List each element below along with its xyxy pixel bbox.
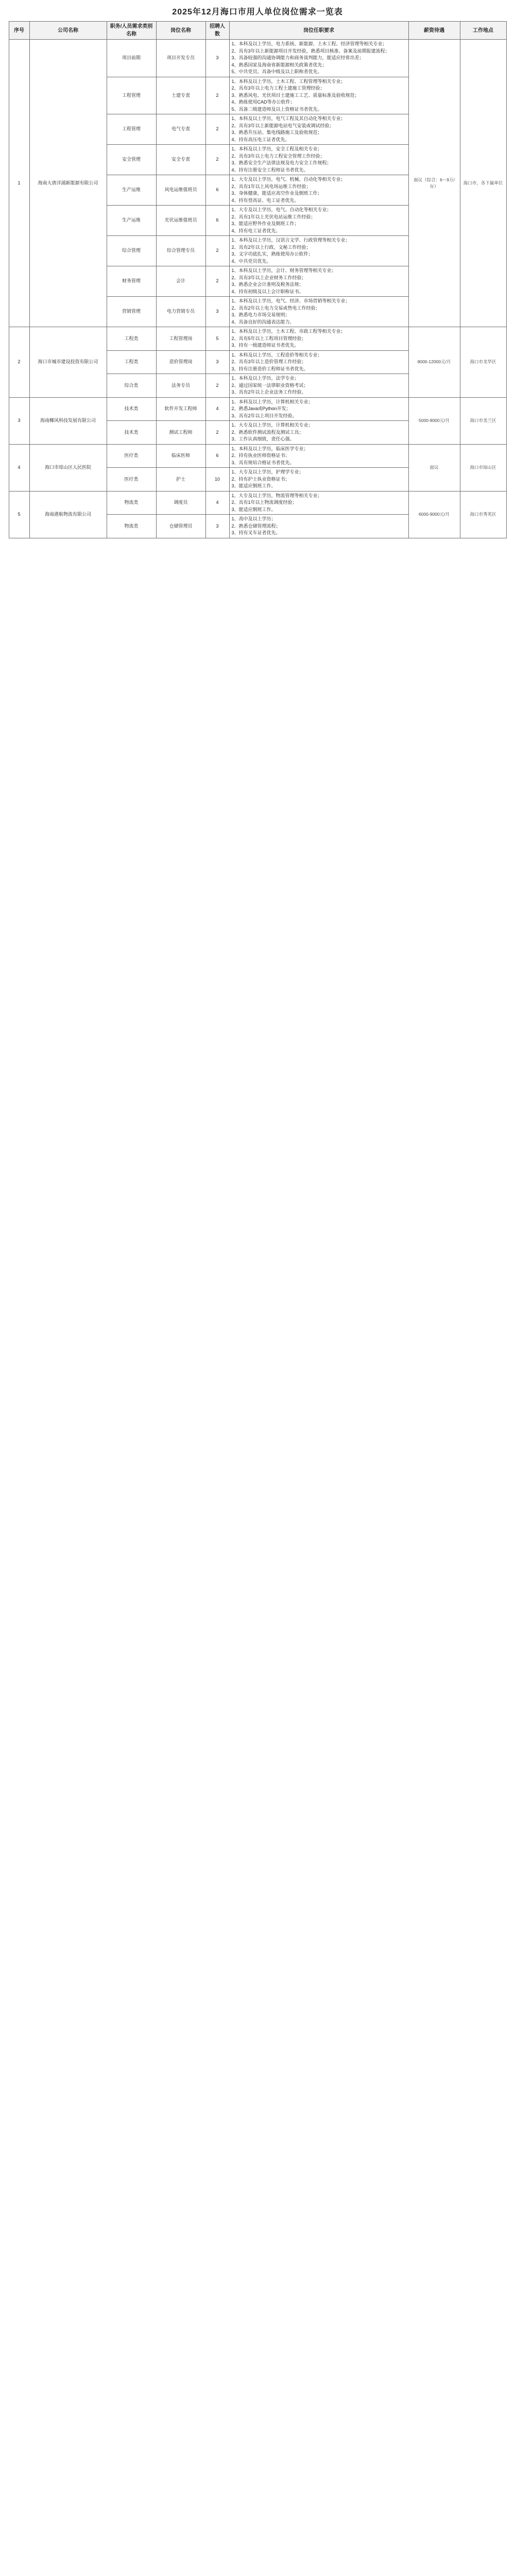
job-requirements: 1、本科及以上学历，计算机相关专业； 2、熟悉Java或Python开发； 3、具有2年以上项目开发经验。 bbox=[229, 397, 408, 421]
job-count: 2 bbox=[205, 236, 229, 266]
job-requirements: 1、本科及以上学历，电力系统、新能源、土木工程、经济管理等相关专业； 2、具有3年以上新能源项目开发经验，熟悉项目核准、备案及前期报建流程； 3、具备较强的沟通协调能力和商务谈判能力，能适应经常出差； 4、熟悉国家及海南省新能源相关政策者优先； 5、中共党员、具备中级及以上职称者优先。 bbox=[229, 40, 408, 77]
job-title: 造价管理岗 bbox=[156, 350, 205, 374]
job-title: 工程管理岗 bbox=[156, 327, 205, 351]
job-category: 医疗类 bbox=[107, 468, 156, 492]
job-title: 风电运维值班员 bbox=[156, 175, 205, 206]
job-category: 安全管理 bbox=[107, 145, 156, 175]
job-title: 会计 bbox=[156, 266, 205, 297]
job-title: 电气专责 bbox=[156, 114, 205, 145]
job-count: 2 bbox=[205, 421, 229, 445]
job-category: 技术类 bbox=[107, 397, 156, 421]
header-row bbox=[9, 22, 506, 40]
job-requirements: 1、本科及以上学历，工程造价等相关专业； 2、具有3年以上造价管理工作经验； 3、持有注册造价工程师证书者优先。 bbox=[229, 350, 408, 374]
job-category: 医疗类 bbox=[107, 444, 156, 468]
job-requirements: 1、本科及以上学历，土木工程、工程管理等相关专业； 2、具有3年以上电力工程土建施工管理经验； 3、熟悉风电、光伏项目土建施工工艺、质量标准及验收规范； 4、熟练使用CAD等办公软件； 5、具备二级建造师及以上资格证书者优先。 bbox=[229, 77, 408, 114]
header-salary: 薪资待遇 bbox=[408, 22, 460, 40]
job-title: 项目开发专员 bbox=[156, 40, 205, 77]
job-count: 3 bbox=[205, 40, 229, 77]
job-title: 电力营销专员 bbox=[156, 297, 205, 327]
job-title: 测试工程师 bbox=[156, 421, 205, 445]
row-no: 2 bbox=[9, 327, 29, 398]
table-row bbox=[9, 444, 506, 468]
job-category: 生产运维 bbox=[107, 175, 156, 206]
job-count: 5 bbox=[205, 327, 229, 351]
job-title: 软件开发工程师 bbox=[156, 397, 205, 421]
job-count: 3 bbox=[205, 515, 229, 538]
job-count: 6 bbox=[205, 175, 229, 206]
job-count: 3 bbox=[205, 297, 229, 327]
row-no: 3 bbox=[9, 397, 29, 444]
job-title: 土建专责 bbox=[156, 77, 205, 114]
header-location: 工作地点 bbox=[460, 22, 506, 40]
job-requirements: 1、大专及以上学历，物流管理等相关专业； 2、具有1年以上物流调度经验； 3、能适应倒班工作。 bbox=[229, 491, 408, 515]
job-requirements: 1、本科及以上学历，汉语言文学、行政管理等相关专业； 2、具有2年以上行政、文秘工作经验； 3、文字功底扎实，熟练使用办公软件； 4、中共党员优先。 bbox=[229, 236, 408, 266]
location: 海口市琼山区 bbox=[460, 444, 506, 491]
job-title: 临床医师 bbox=[156, 444, 205, 468]
page-title: 2025年12月海口市用人单位岗位需求一览表 bbox=[172, 8, 343, 16]
company-name: 海南椰风科技发展有限公司 bbox=[29, 397, 107, 444]
job-category: 财务管理 bbox=[107, 266, 156, 297]
job-requirements: 1、本科及以上学历，会计、财务管理等相关专业； 2、具有3年以上企业财务工作经验； 3、熟悉企业会计准则及税务法规； 4、持有初级及以上会计职称证书。 bbox=[229, 266, 408, 297]
header-title: 岗位名称 bbox=[156, 22, 205, 40]
header-requirements: 岗位任职要求 bbox=[229, 22, 408, 40]
table-body bbox=[9, 40, 506, 538]
salary: 6000-9000元/月 bbox=[408, 491, 460, 538]
job-count: 2 bbox=[205, 266, 229, 297]
job-requirements: 1、本科及以上学历，土木工程、市政工程等相关专业； 2、具有5年以上工程项目管理经验； 3、持有一级建造师证书者优先。 bbox=[229, 327, 408, 351]
job-count: 4 bbox=[205, 491, 229, 515]
job-requirements: 1、本科及以上学历，电气、经济、市场营销等相关专业； 2、具有2年以上电力交易或售电工作经验； 3、熟悉电力市场交易规则； 4、具备良好的沟通表达能力。 bbox=[229, 297, 408, 327]
job-count: 2 bbox=[205, 77, 229, 114]
job-demand-table bbox=[9, 21, 507, 538]
job-title: 法务专员 bbox=[156, 374, 205, 398]
company-name: 海口市城市建设投资有限公司 bbox=[29, 327, 107, 398]
job-requirements: 1、本科及以上学历，法学专业； 2、通过国家统一法律职业资格考试； 3、具有2年以上企业法务工作经验。 bbox=[229, 374, 408, 398]
company-name: 海口市琼山区人民医院 bbox=[29, 444, 107, 491]
job-category: 综合类 bbox=[107, 374, 156, 398]
job-title: 调度员 bbox=[156, 491, 205, 515]
salary: 面议（综合：6～9万/年） bbox=[408, 40, 460, 327]
header-no: 序号 bbox=[9, 22, 29, 40]
job-title: 仓储管理员 bbox=[156, 515, 205, 538]
header-company: 公司名称 bbox=[29, 22, 107, 40]
job-count: 10 bbox=[205, 468, 229, 492]
job-requirements: 1、高中及以上学历； 2、熟悉仓储管理流程； 3、持有叉车证者优先。 bbox=[229, 515, 408, 538]
job-category: 生产运维 bbox=[107, 206, 156, 236]
header-count: 招聘人数 bbox=[205, 22, 229, 40]
job-count: 2 bbox=[205, 145, 229, 175]
salary: 面议 bbox=[408, 444, 460, 491]
job-requirements: 1、大专及以上学历，计算机相关专业； 2、熟悉软件测试流程及测试工具； 3、工作认真细致，责任心强。 bbox=[229, 421, 408, 445]
job-requirements: 1、本科及以上学历，电气工程及其自动化等相关专业； 2、具有3年以上新能源电站电气安装或调试经验； 3、熟悉升压站、集电线路施工及验收规范； 4、持有高压电工证者优先。 bbox=[229, 114, 408, 145]
row-no: 4 bbox=[9, 444, 29, 491]
table-row bbox=[9, 491, 506, 515]
table-row bbox=[9, 40, 506, 77]
salary: 5000-8000元/月 bbox=[408, 397, 460, 444]
job-count: 2 bbox=[205, 114, 229, 145]
row-no: 1 bbox=[9, 40, 29, 327]
job-category: 项目前期 bbox=[107, 40, 156, 77]
job-category: 工程管理 bbox=[107, 77, 156, 114]
header-category: 职务/人员需求类别名称 bbox=[107, 22, 156, 40]
job-requirements: 1、本科及以上学历，临床医学专业； 2、持有执业医师资格证书； 3、具有规培合格证书者优先。 bbox=[229, 444, 408, 468]
job-category: 工程类 bbox=[107, 350, 156, 374]
company-name: 海南大唐洋浦新能源有限公司 bbox=[29, 40, 107, 327]
job-count: 3 bbox=[205, 350, 229, 374]
job-requirements: 1、大专及以上学历，电气、自动化等相关专业； 2、具有1年以上光伏电站运维工作经验； 3、能适应野外作业及倒班工作； 4、持有电工证者优先。 bbox=[229, 206, 408, 236]
row-no: 5 bbox=[9, 491, 29, 538]
job-title: 综合管理专员 bbox=[156, 236, 205, 266]
job-category: 物流类 bbox=[107, 515, 156, 538]
table-row bbox=[9, 327, 506, 351]
job-requirements: 1、本科及以上学历，安全工程及相关专业； 2、具有3年以上电力工程安全管理工作经验； 3、熟悉安全生产法律法规及电力安全工作规程； 4、持有注册安全工程师证书者优先。 bbox=[229, 145, 408, 175]
job-count: 4 bbox=[205, 397, 229, 421]
job-title: 光伏运维值班员 bbox=[156, 206, 205, 236]
job-title: 护士 bbox=[156, 468, 205, 492]
salary: 8000-12000元/月 bbox=[408, 327, 460, 398]
company-name: 海南港航物流有限公司 bbox=[29, 491, 107, 538]
location: 海口市，各下属单位 bbox=[460, 40, 506, 327]
job-title: 安全专责 bbox=[156, 145, 205, 175]
job-category: 技术类 bbox=[107, 421, 156, 445]
job-category: 营销管理 bbox=[107, 297, 156, 327]
job-requirements: 1、大专及以上学历，电气、机械、自动化等相关专业； 2、具有1年以上风电场运维工作经验； 3、身体健康，能适应高空作业及倒班工作； 4、持有登高证、电工证者优先。 bbox=[229, 175, 408, 206]
job-category: 工程管理 bbox=[107, 114, 156, 145]
table-row bbox=[9, 397, 506, 421]
job-count: 6 bbox=[205, 444, 229, 468]
job-count: 6 bbox=[205, 206, 229, 236]
location: 海口市秀英区 bbox=[460, 491, 506, 538]
job-category: 综合管理 bbox=[107, 236, 156, 266]
job-category: 物流类 bbox=[107, 491, 156, 515]
location: 海口市美兰区 bbox=[460, 397, 506, 444]
job-requirements: 1、大专及以上学历，护理学专业； 2、持有护士执业资格证书； 3、能适应倒班工作。 bbox=[229, 468, 408, 492]
job-category: 工程类 bbox=[107, 327, 156, 351]
location: 海口市龙华区 bbox=[460, 327, 506, 398]
job-count: 2 bbox=[205, 374, 229, 398]
